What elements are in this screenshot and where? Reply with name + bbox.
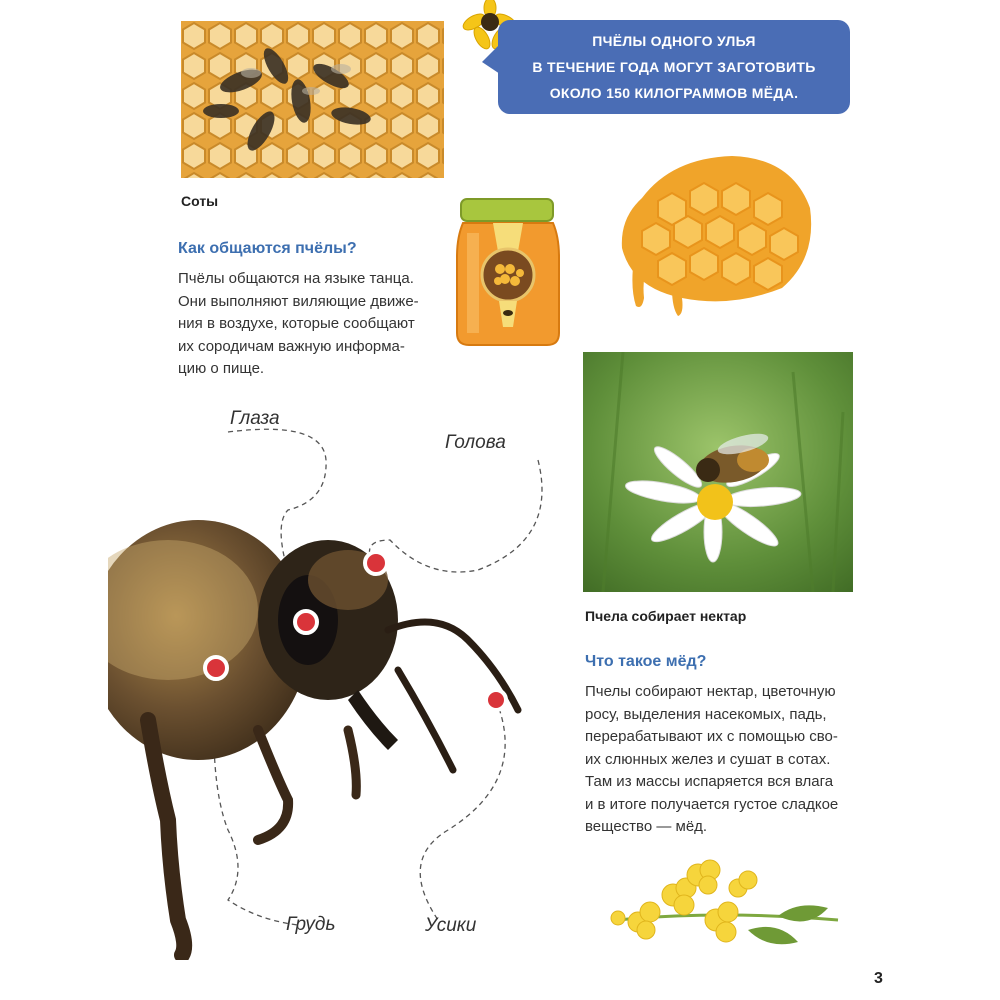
callout-line-1: ПЧЁЛЫ ОДНОГО УЛЬЯ	[592, 33, 756, 49]
bee-on-flower-image	[583, 352, 853, 592]
head-marker	[365, 552, 387, 574]
yellow-flower-branch-icon	[598, 850, 848, 960]
honeycomb-photo	[181, 21, 444, 178]
honeycomb-illustration	[612, 148, 817, 318]
honey-line-4: их слюнных желез и сушат в сотах.	[585, 750, 831, 768]
honey-line-5: Там из массы испаряется вся влага	[585, 773, 834, 790]
section-honey-title: Что такое мёд?	[585, 653, 707, 670]
page-number: 3	[874, 970, 883, 987]
label-thorax: Грудь	[286, 914, 336, 935]
communicate-line-3: ния в воздухе, которые сообщают	[178, 315, 415, 332]
section-honey-text	[585, 681, 875, 839]
section-communicate-title: Как общаются пчёлы?	[178, 240, 357, 257]
bee-on-flower-caption: Пчела собирает нектар	[585, 608, 747, 624]
label-antennae: Усики	[425, 915, 477, 936]
honey-line-6: и в итоге получается густое сладкое	[585, 795, 839, 813]
antennae-marker	[486, 690, 506, 710]
honey-jar-icon	[453, 197, 563, 347]
honeycomb-photo-image	[181, 21, 444, 178]
communicate-line-5: цию о пище.	[178, 360, 265, 377]
honeycomb-caption: Соты	[181, 193, 219, 209]
section-communicate-text	[178, 268, 448, 381]
eyes-marker	[295, 611, 317, 633]
label-eyes: Глаза	[230, 408, 280, 429]
thorax-marker	[205, 657, 227, 679]
bee-on-flower-photo	[583, 352, 853, 592]
honey-line-2: росу, выделения насекомых, падь,	[585, 705, 827, 723]
head-leader-line	[370, 460, 542, 572]
communicate-line-2: Они выполняют виляющие движе-	[178, 292, 419, 310]
honey-line-3: перерабатывают их с помощью сво-	[585, 728, 838, 745]
callout-tail	[482, 44, 502, 74]
fact-callout	[498, 20, 850, 114]
callout-line-2: В ТЕЧЕНИЕ ГОДА МОГУТ ЗАГОТОВИТЬ	[532, 59, 816, 75]
bee-anatomy-diagram	[108, 400, 548, 960]
label-head: Голова	[445, 432, 506, 453]
honey-line-1: Пчелы собирают нектар, цветочную	[585, 683, 836, 700]
communicate-line-4: их сородичам важную информа-	[178, 337, 405, 355]
honey-line-7: вещество — мёд.	[585, 818, 708, 835]
callout-line-3: ОКОЛО 150 КИЛОГРАММОВ МЁДА.	[549, 85, 799, 101]
communicate-line-1: Пчёлы общаются на языке танца.	[178, 270, 414, 287]
